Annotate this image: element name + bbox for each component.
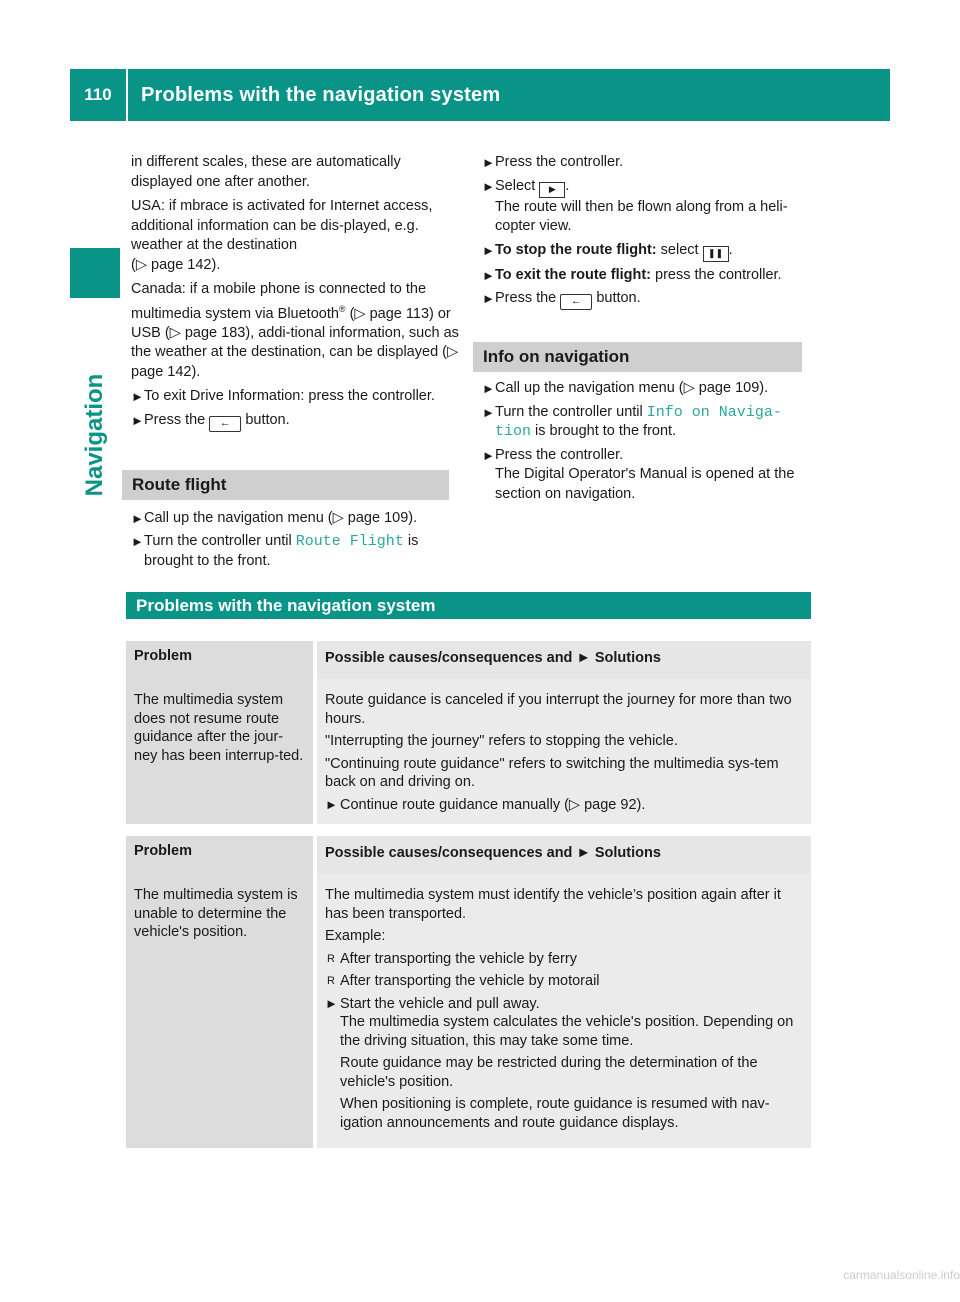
step-arrow-icon: ►	[325, 796, 338, 812]
solution-cell: The multimedia system must identify the vehicle’s position again after it has been transported. Example: R After transporting the vehicle by ferry R After transporting the vehicle by motorail ► Start the vehicle and pull away. The multimedia system calculates the vehicle's position. Depending on the driving situation, this may take some time. Route guidance may be restricted during the determination of the vehicle's position. When positioning is complete, route guidance is resumed with nav-igation announcements and route guidance displays.	[317, 874, 811, 1148]
bullet-icon: R	[327, 975, 335, 987]
play-icon: ▶	[539, 182, 565, 198]
menu-item-code: Info on Naviga-tion	[495, 403, 782, 440]
paragraph: Canada: if a mobile phone is connected to the multimedia system via Bluetooth® (▷ page 113) or USB (▷ page 183), addi-tional information, such as the weather at the destination, can be displayed (▷ page 142).	[131, 281, 459, 380]
instruction-step: ► To exit the route flight: press the controller.	[482, 266, 812, 286]
list-item: R After transporting the vehicle by ferry	[327, 950, 577, 967]
menu-item-code: Route Flight	[295, 533, 404, 551]
step-arrow-icon: ►	[482, 155, 495, 170]
column-header: Problem	[126, 836, 317, 874]
step-arrow-icon: ►	[131, 510, 144, 526]
solution-arrow-icon: ►	[576, 650, 591, 666]
section-heading: Route flight	[122, 470, 449, 500]
header-divider	[126, 69, 128, 121]
column-header: Possible causes/consequences and ► Solutions	[317, 836, 811, 874]
problem-cell: The multimedia system is unable to determine the vehicle's position.	[126, 874, 317, 1148]
footer-watermark: carmanualsonline.info	[843, 1268, 960, 1282]
instruction-step: ► Press the ← button.	[482, 289, 812, 310]
instruction-step: ► Continue route guidance manually (▷ page 92).	[325, 796, 646, 813]
instruction-step: ► Turn the controller until Route Flight is brought to the front.	[131, 533, 419, 569]
bullet-icon: R	[327, 952, 335, 965]
section-heading: Problems with the navigation system	[126, 592, 811, 619]
solution-arrow-icon: ►	[576, 845, 591, 861]
step-arrow-icon: ►	[131, 412, 144, 428]
step-arrow-icon: ►	[482, 242, 495, 258]
step-arrow-icon: ►	[482, 381, 495, 396]
step-arrow-icon: ►	[482, 291, 495, 306]
instruction-step: ► Start the vehicle and pull away. The multimedia system calculates the vehicle's position. Depending on the driving situation, this may take some time.	[325, 995, 794, 1049]
step-arrow-icon: ►	[131, 389, 144, 405]
problem-table	[126, 641, 811, 824]
sidebar-section-label: Navigation	[81, 373, 108, 497]
instruction-step: ► Press the controller. The Digital Operator's Manual is opened at the section on navigation.	[482, 446, 795, 502]
instruction-step: ► Call up the navigation menu (▷ page 109).	[482, 379, 812, 399]
column-header: Possible causes/consequences and ► Solutions	[317, 641, 811, 679]
page-number: 110	[84, 85, 112, 104]
back-button-icon: ←	[209, 416, 241, 432]
step-arrow-icon: ►	[482, 178, 495, 194]
instruction-step: ► Turn the controller until Info on Naviga-tion is brought to the front.	[482, 403, 782, 440]
instruction-step: ► Press the controller.	[482, 153, 812, 173]
problem-cell: The multimedia system does not resume route guidance after the jour-ney has been interrup-ted.	[126, 679, 317, 824]
list-item: R After transporting the vehicle by motorail	[327, 973, 600, 989]
instruction-step: ► To exit Drive Information: press the controller.	[131, 387, 461, 407]
sidebar-marker	[70, 248, 120, 298]
column-header: Problem	[126, 641, 317, 679]
back-button-icon: ←	[560, 294, 592, 310]
solution-cell: Route guidance is canceled if you interrupt the journey for more than two hours. "Interrupting the journey" refers to stopping the vehicle. "Continuing route guidance" refers to switching the multimedia sys-tem back on and driving on. ► Continue route guidance manually (▷ page 92).	[317, 679, 811, 824]
left-column	[131, 153, 461, 571]
right-column	[482, 153, 812, 504]
step-arrow-icon: ►	[482, 447, 495, 463]
paragraph: USA: if mbrace is activated for Internet access, additional information can be dis-played, e.g. weather at the destination (▷ page 142).	[131, 198, 433, 273]
step-arrow-icon: ►	[325, 995, 338, 1011]
instruction-step: ► Call up the navigation menu (▷ page 109).	[131, 509, 461, 529]
step-arrow-icon: ►	[482, 267, 495, 283]
page-title: Problems with the navigation system	[141, 84, 501, 106]
problem-table	[126, 836, 811, 1148]
paragraph: in different scales, these are automatically displayed one after another.	[131, 154, 401, 190]
section-heading: Info on navigation	[473, 342, 802, 372]
instruction-step: ► Press the ← button.	[131, 411, 461, 432]
step-arrow-icon: ►	[131, 534, 144, 550]
instruction-step: ► To stop the route flight: select ❚❚ .	[482, 241, 812, 262]
step-arrow-icon: ►	[482, 404, 495, 420]
instruction-step: ► Select ▶ . The route will then be flown along from a heli-copter view.	[482, 177, 788, 234]
pause-icon: ❚❚	[703, 246, 729, 262]
